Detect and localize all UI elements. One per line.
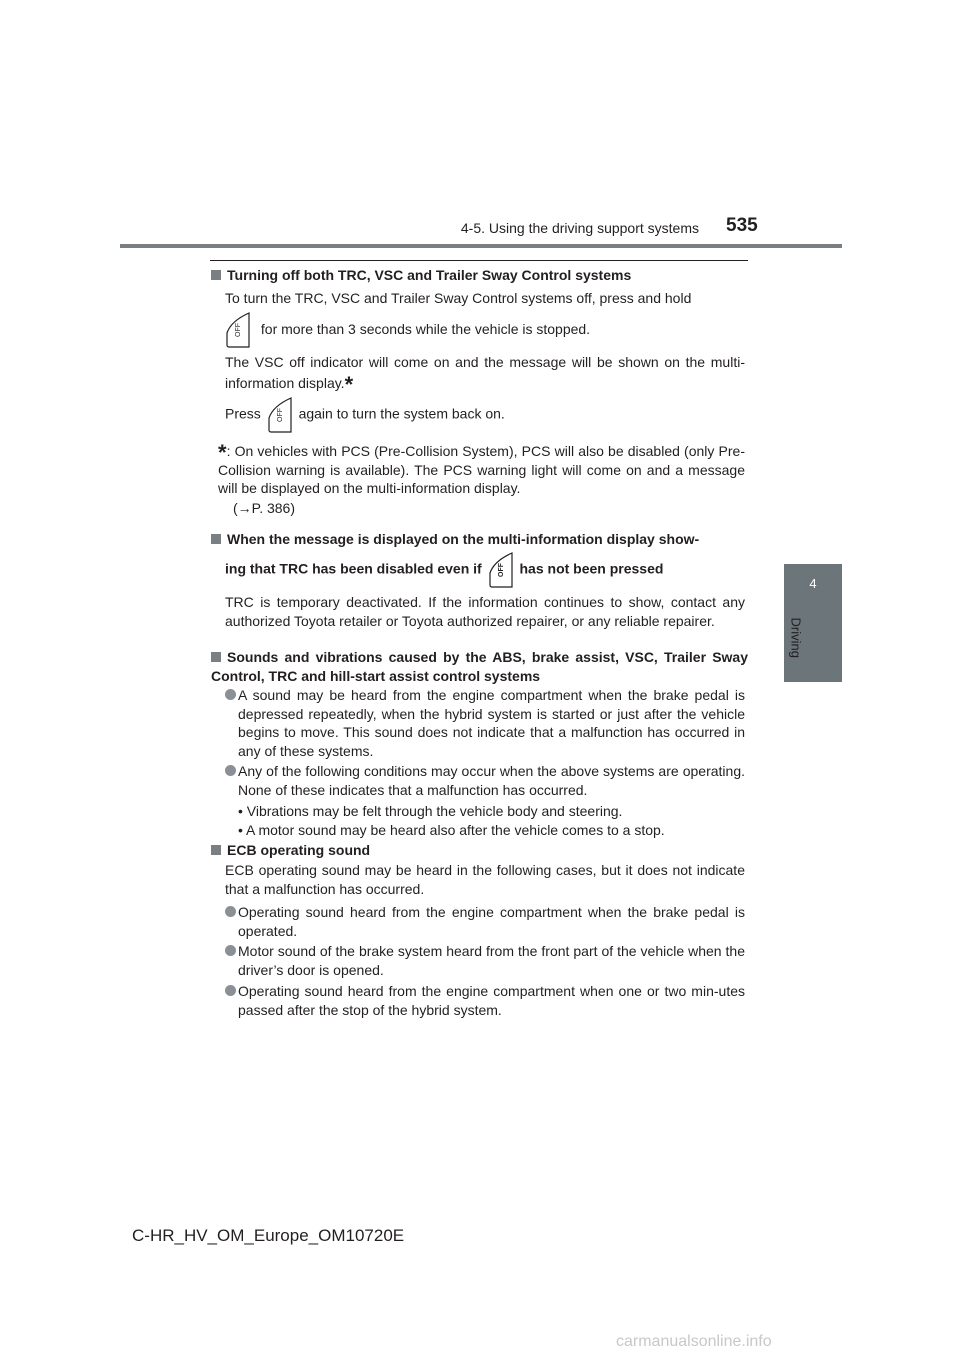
sub-list-item: • Vibrations may be felt through the vehicle body and steering. — [238, 803, 623, 819]
bullet-dot-icon — [225, 765, 236, 776]
vsc-off-button-icon — [223, 311, 253, 349]
square-marker-icon — [211, 845, 221, 855]
bullet-dot-icon — [225, 945, 236, 956]
section-heading-line: ing that TRC has been disabled even if OFF has not been pressed — [225, 551, 745, 589]
page-number: 535 — [726, 215, 758, 236]
document-id: C-HR_HV_OM_Europe_OM10720E — [132, 1226, 405, 1245]
list-item: Operating sound heard from the engine compartment when the brake pedal is operated. — [225, 903, 745, 940]
list-item: A sound may be heard from the engine compartment when the brake pedal is depressed repeatedly, when the hybrid system is started or just after the vehicle begins to move. This sound does not indicate that a malfunction has occurred in any of these systems. — [225, 686, 745, 760]
svg-text:OFF: OFF — [497, 563, 505, 577]
svg-text:OFF: OFF — [235, 323, 242, 337]
footnote: *: On vehicles with PCS (Pre-Collision System), PCS will also be disabled (only Pre-Collision warning is available). The PCS warning light will come on and a message will be displayed on the multi-information display. — [218, 440, 745, 496]
vsc-off-button-icon — [486, 551, 516, 589]
section-heading-trc-vsc-off: Turning off both TRC, VSC and Trailer Sway Control systems — [211, 266, 748, 285]
sub-list-item: • A motor sound may be heard also after the vehicle comes to a stop. — [238, 822, 665, 838]
vsc-off-button-icon — [265, 396, 295, 434]
square-marker-icon — [211, 534, 221, 544]
square-marker-icon — [211, 652, 221, 662]
paragraph: ECB operating sound may be heard in the following cases, but it does not indicate that a malfunction has occurred. — [225, 862, 745, 897]
list-item: Any of the following conditions may occur when the above systems are operating. None of these indicates that a malfunction has occurred. — [225, 762, 745, 799]
chapter-number: 4 — [809, 576, 817, 591]
header-divider — [120, 244, 842, 248]
paragraph: The VSC off indicator will come on and the message will be shown on the multi-information display.* — [225, 354, 745, 397]
square-marker-icon — [211, 270, 221, 280]
section-title: 4-5. Using the driving support systems — [460, 220, 699, 236]
bullet-dot-icon — [225, 689, 236, 700]
section-heading-sounds-vibrations: Sounds and vibrations caused by the ABS, brake assist, VSC, Trailer Sway Control, TRC and hill-start assist control systems — [211, 649, 748, 684]
section-heading-trc-message: When the message is displayed on the multi-information display show- — [211, 530, 748, 549]
list-item: Motor sound of the brake system heard from the front part of the vehicle when the driver’s door is opened. — [225, 942, 745, 979]
paragraph-line: Press OFF again to turn the system back on. — [225, 396, 745, 436]
watermark: carmanualsonline.info — [616, 1333, 772, 1350]
paragraph: TRC is temporary deactivated. If the information continues to show, contact any authorized Toyota retailer or Toyota authorized repairer, or any reliable repairer. — [225, 594, 745, 629]
bullet-dot-icon — [225, 906, 236, 917]
chapter-label: Driving — [788, 617, 804, 658]
paragraph: To turn the TRC, VSC and Trailer Sway Control systems off, press and hold — [225, 290, 692, 306]
svg-text:OFF: OFF — [276, 408, 284, 422]
list-item: Operating sound heard from the engine compartment when one or two min-utes passed after the stop of the hybrid system. — [225, 982, 745, 1019]
section-heading-ecb-sound: ECB operating sound — [211, 841, 748, 860]
bullet-dot-icon — [225, 985, 236, 996]
footnote-reference: (→P. 386) — [233, 500, 295, 516]
paragraph-line: OFF for more than 3 seconds while the vehicle is stopped. — [223, 311, 743, 349]
content-divider — [210, 260, 748, 261]
